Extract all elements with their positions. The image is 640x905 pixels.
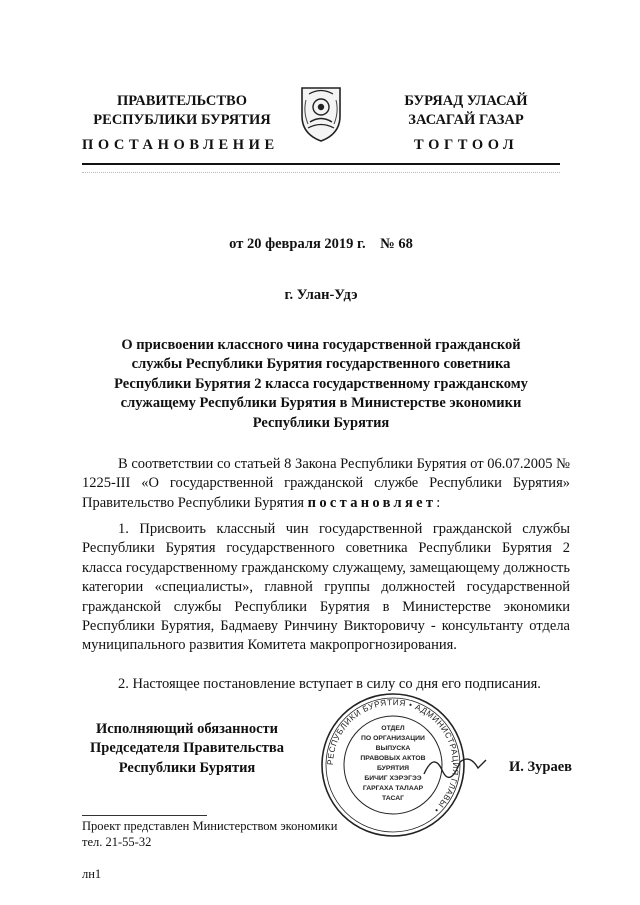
- footer-code: лн1: [82, 867, 102, 881]
- stamp-line: ПО ОРГАНИЗАЦИИ: [361, 735, 425, 742]
- stamp-line: ГАРГАХА ТАЛААР: [362, 785, 424, 792]
- signatory-position: [82, 720, 292, 778]
- doc-type-buryat: ТОГТООЛ: [414, 137, 519, 153]
- stamp-ring-text: РЕСПУБЛИКИ БУРЯТИЯ • АДМИНИСТРАЦИЯ ГЛАВЫ •: [325, 697, 461, 815]
- footer-line1: Проект представлен Министерством экономики: [82, 819, 338, 833]
- stamp-line: ПРАВОВЫХ АКТОВ: [360, 755, 426, 762]
- footer-divider: [82, 815, 207, 816]
- title-line: служащему Республики Бурятия в Министерстве экономики: [120, 395, 522, 412]
- paragraph-1: 1. Присвоить классный чин государственной гражданской службы Республики Бурятия государственного советника Республики Бурятия 2 класса государственному гражданскому служащему, замещающему должность категории «специалисты», главной группы должностей государственной гражданской службы Республики Бурятия в Министерстве экономики Республики Бурятия, Бадмаеву Ринчину Викторовичу - консультанту отдела муниципального развития Комитета макропрогнозирования.: [82, 521, 570, 654]
- date-and-number: от 20 февраля 2019 г. № 68: [229, 236, 413, 252]
- stamp-line: ВЫПУСКА: [375, 745, 411, 752]
- document-title: [82, 336, 560, 433]
- footer-line2: тел. 21-55-32: [82, 835, 152, 849]
- signature-scribble: [420, 748, 490, 782]
- header-left-line2: РЕСПУБЛИКИ БУРЯТИЯ: [93, 112, 271, 128]
- header-divider: [82, 163, 560, 165]
- position-line1: Исполняющий обязанности: [95, 721, 279, 737]
- coat-of-arms-icon: [296, 82, 346, 144]
- government-name-buryat: [372, 92, 560, 130]
- title-line: Республики Бурятия: [252, 414, 390, 431]
- header-left-line1: ПРАВИТЕЛЬСТВО: [117, 93, 247, 109]
- paragraph-2: 2. Настоящее постановление вступает в силу со дня его подписания.: [118, 676, 541, 692]
- position-line3: Республики Бурятия: [118, 759, 256, 776]
- footer-note: [82, 818, 382, 850]
- city: г. Улан-Удэ: [284, 287, 358, 303]
- header-dotted-line: [82, 172, 560, 173]
- header-right-line2: ЗАСАГАЙ ГАЗАР: [408, 112, 524, 128]
- title-line: Республики Бурятия 2 класса государственному гражданскому: [114, 375, 528, 392]
- doc-type-russian: ПОСТАНОВЛЕНИЕ: [82, 137, 279, 153]
- header-right-line1: БУРЯАД УЛАСАЙ: [404, 93, 528, 109]
- preamble-end: :: [436, 494, 441, 511]
- preamble: [82, 455, 570, 513]
- preamble-resolves: постановляет: [307, 494, 437, 511]
- stamp-line: ОТДЕЛ: [381, 725, 405, 732]
- position-line2: Председателя Правительства: [90, 740, 284, 757]
- stamp-line: ТАСАГ: [382, 795, 404, 802]
- title-line: О присвоении классного чина государственной гражданской: [121, 337, 521, 353]
- preamble-text: В соответствии со статьей 8 Закона Республики Бурятия от 06.07.2005 № 1225-III «О государственной гражданской службе Республики Бурятия» Правительство Республики Бурятия: [82, 456, 570, 511]
- signatory-name: И. Зураев: [508, 759, 572, 775]
- title-line: службы Республики Бурятия государственного советника: [131, 356, 511, 373]
- government-name-russian: [82, 92, 282, 130]
- stamp-line: БУРЯТИЯ: [376, 765, 410, 772]
- stamp-line: БИЧИГ ХЭРЭГЭЭ: [364, 775, 422, 782]
